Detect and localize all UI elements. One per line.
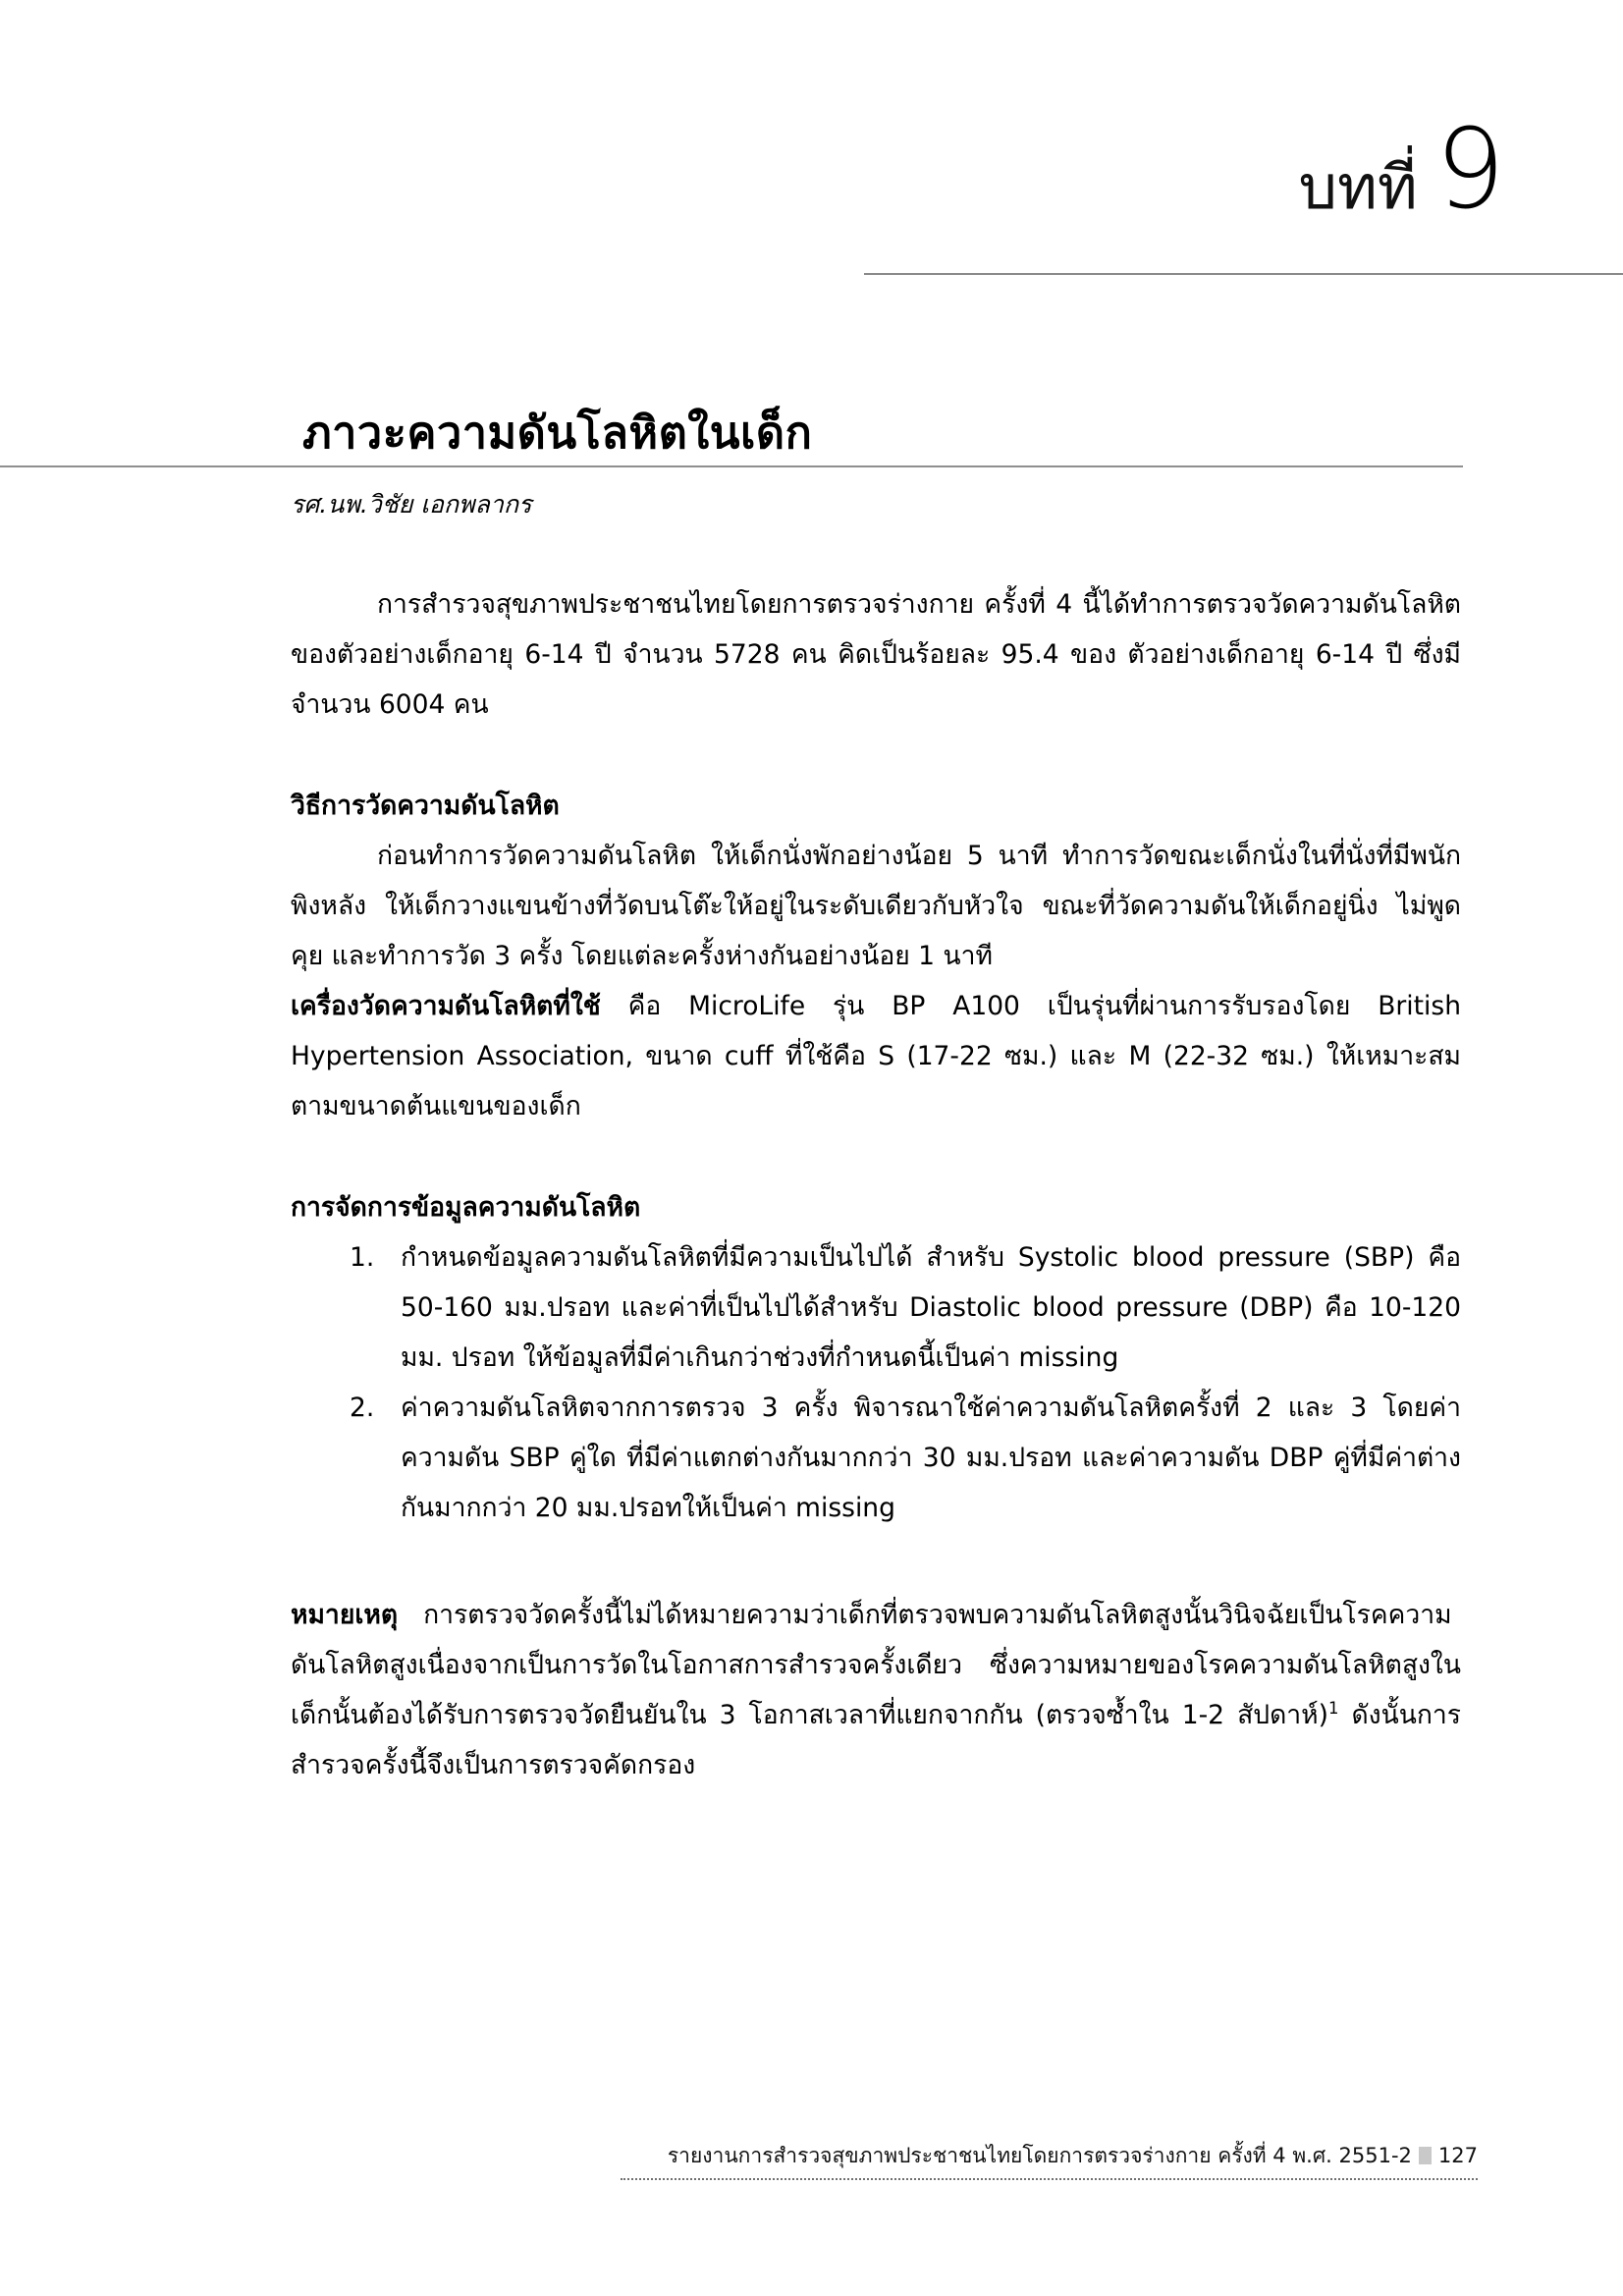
footer-text-line: [579, 2141, 1478, 2170]
page-footer: [579, 2141, 1478, 2200]
footer-square-separator-icon: [1419, 2147, 1432, 2164]
page-title: ภาวะความดันโลหิตในเด็ก: [302, 407, 813, 459]
list-item-marker: 2.: [350, 1393, 375, 1423]
chapter-header: [0, 106, 1623, 275]
device-paragraph: [291, 981, 1461, 1131]
device-label: เครื่องวัดความดันโลหิตที่ใช้: [291, 991, 601, 1021]
section-heading-method: วิธีการวัดความดันโลหิต: [291, 791, 560, 821]
device-text: คือ MicroLife รุ่น BP A100 เป็นรุ่นที่ผ่านการรับรองโดย British Hypertension Association, ขนาด cuff ที่ใช้คือ S (17-22 ซม.) และ M (22-32 ซม.) ให้เหมาะสมตามขนาดต้นแขนของเด็ก: [291, 991, 1461, 1121]
chapter-label-group: [1298, 106, 1505, 234]
footer-report-title: รายงานการสำรวจสุขภาพประชาชนไทยโดยการตรวจร่างกาย ครั้งที่ 4 พ.ศ. 2551-2: [667, 2144, 1412, 2167]
spacer: [291, 730, 1461, 781]
spacer: [291, 1533, 1461, 1590]
footer-page-number: 127: [1437, 2144, 1478, 2167]
footnote-reference: 1: [1327, 1699, 1339, 1719]
list-item: [291, 1232, 1461, 1383]
title-underline-rule: [0, 465, 1463, 467]
list-item-text: ค่าความดันโลหิตจากการตรวจ 3 ครั้ง พิจารณาใช้ค่าความดันโลหิตครั้งที่ 2 และ 3 โดยค่าความดัน SBP คู่ใด ที่มีค่าแตกต่างกันมากกว่า 30 มม.ปรอท และค่าความดัน DBP คู่ที่มีค่าต่างกันมากกว่า 20 มม.ปรอทให้เป็นค่า missing: [401, 1393, 1461, 1523]
chapter-header-rule: [864, 273, 1623, 275]
list-item: [291, 1383, 1461, 1533]
chapter-word: บทที่: [1298, 151, 1418, 224]
author-byline: รศ.นพ.วิชัย เอกพลากร: [291, 490, 532, 519]
list-item-marker: 1.: [350, 1242, 375, 1273]
chapter-number: 9: [1434, 106, 1505, 234]
document-body: [291, 579, 1461, 1790]
list-item-text: กำหนดข้อมูลความดันโลหิตที่มีความเป็นไปได้ สำหรับ Systolic blood pressure (SBP) คือ 50-160 มม.ปรอท และค่าที่เป็นไปได้สำหรับ Diastolic blood pressure (DBP) คือ 10-120 มม. ปรอท ให้ข้อมูลที่มีค่าเกินกว่าช่วงที่กำหนดนี้เป็นค่า missing: [401, 1242, 1461, 1373]
data-management-list: [291, 1232, 1461, 1533]
note-text-before: การตรวจวัดครั้งนี้ไม่ได้หมายความว่าเด็กที่ตรวจพบความดันโลหิตสูงนั้นวินิจฉัยเป็นโรคความดันโลหิตสูงเนื่องจากเป็นการวัดในโอกาสการสำรวจครั้งเดียว ซึ่งความหมายของโรคความดันโลหิตสูงในเด็กนั้นต้องได้รับการตรวจวัดยืนยันใน 3 โอกาสเวลาที่แยกจากกัน (ตรวจซ้ำใน 1-2 สัปดาห์): [291, 1600, 1461, 1730]
note-text-after: ดังนั้นการสำรวจครั้งนี้จึงเป็นการตรวจคัดกรอง: [291, 1700, 1461, 1780]
note-paragraph: [291, 1590, 1461, 1790]
spacer: [291, 1131, 1461, 1182]
footer-dotted-rule: [621, 2178, 1478, 2180]
intro-paragraph: การสำรวจสุขภาพประชาชนไทยโดยการตรวจร่างกาย ครั้งที่ 4 นี้ได้ทำการตรวจวัดความดันโลหิตของตัวอย่างเด็กอายุ 6-14 ปี จำนวน 5728 คน คิดเป็นร้อยละ 95.4 ของ ตัวอย่างเด็กอายุ 6-14 ปี ซึ่งมีจำนวน 6004 คน: [291, 589, 1461, 720]
note-label: หมายเหตุ: [291, 1600, 399, 1630]
section-heading-data: การจัดการข้อมูลความดันโลหิต: [291, 1192, 641, 1223]
method-paragraph: ก่อนทำการวัดความดันโลหิต ให้เด็กนั่งพักอย่างน้อย 5 นาที ทำการวัดขณะเด็กนั่งในที่นั่งที่มีพนักพิงหลัง ให้เด็กวางแขนข้างที่วัดบนโต๊ะให้อยู่ในระดับเดียวกับหัวใจ ขณะที่วัดความดันให้เด็กอยู่นิ่ง ไม่พูดคุย และทำการวัด 3 ครั้ง โดยแต่ละครั้งห่างกันอย่างน้อย 1 นาที: [291, 841, 1461, 971]
